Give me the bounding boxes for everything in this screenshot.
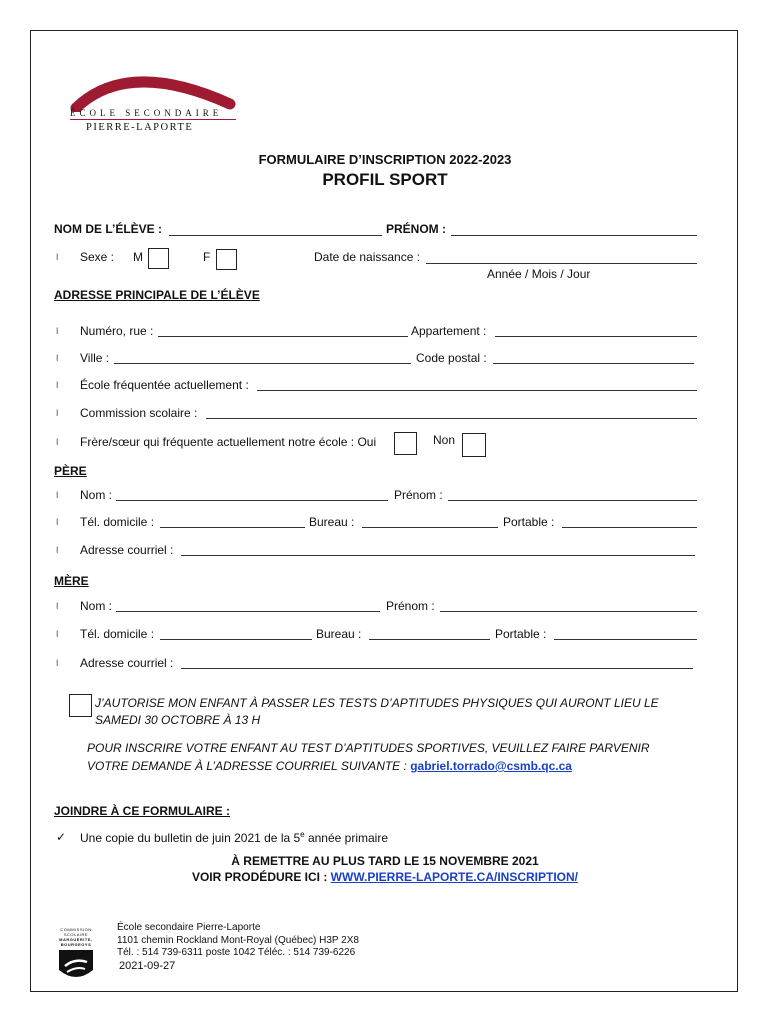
school-board-label: Commission scolaire : xyxy=(80,406,198,420)
mother-email-label: Adresse courriel : xyxy=(80,656,174,670)
father-firstname-field[interactable] xyxy=(448,500,697,501)
birthdate-hint: Année / Mois / Jour xyxy=(487,267,591,281)
mother-section-title: MÈRE xyxy=(54,574,89,588)
mother-office-field[interactable] xyxy=(369,639,490,640)
father-home-phone-label: Tél. domicile : xyxy=(80,515,155,529)
sibling-no-label: Non xyxy=(433,433,456,447)
birthdate-field[interactable] xyxy=(426,263,697,264)
bullet: ǀ xyxy=(56,326,59,336)
board-logo-text xyxy=(55,927,97,947)
mother-home-phone-field[interactable] xyxy=(160,639,312,640)
school-logo-arc xyxy=(68,66,238,112)
sibling-question: Frère/sœur qui fréquente actuellement notre école : Oui xyxy=(80,435,377,449)
current-school-label: École fréquentée actuellement : xyxy=(80,378,249,392)
student-firstname-label: PRÉNOM : xyxy=(386,222,446,236)
father-firstname-label: Prénom : xyxy=(394,488,443,502)
authorization-checkbox[interactable] xyxy=(69,694,92,717)
board-logo-line-2: SCOLAIRE xyxy=(63,932,89,937)
mother-firstname-label: Prénom : xyxy=(386,599,435,613)
father-email-field[interactable] xyxy=(181,555,695,556)
footer-address: 1101 chemin Rockland Mont-Royal (Québec) H3P 2X8 xyxy=(117,934,359,946)
father-name-field[interactable] xyxy=(116,500,388,501)
authorization-line-1: J’AUTORISE MON ENFANT À PASSER LES TESTS D’APTITUDES PHYSIQUES QUI AURONT LIEU LE xyxy=(95,696,659,710)
mother-mobile-label: Portable : xyxy=(495,627,547,641)
sex-f-label: F xyxy=(203,250,211,264)
apartment-field[interactable] xyxy=(495,336,697,337)
city-field[interactable] xyxy=(114,363,411,364)
sex-label: Sexe : xyxy=(80,250,115,264)
mother-home-phone-label: Tél. domicile : xyxy=(80,627,155,641)
bullet: ǀ xyxy=(56,437,59,447)
bullet: ǀ xyxy=(56,408,59,418)
father-email-label: Adresse courriel : xyxy=(80,543,174,557)
board-logo-line-1: COMMISSION xyxy=(60,927,92,932)
attachment-item-text: Une copie du bulletin de juin 2021 de la 5 xyxy=(80,831,301,845)
student-firstname-field[interactable] xyxy=(451,235,697,236)
mother-email-field[interactable] xyxy=(181,668,693,669)
father-mobile-label: Portable : xyxy=(503,515,555,529)
sex-f-checkbox[interactable] xyxy=(216,249,237,270)
footer-contact xyxy=(117,922,359,960)
street-label: Numéro, rue : xyxy=(80,324,154,338)
instructions-line-2-wrap xyxy=(87,759,572,773)
bullet: ǀ xyxy=(56,353,59,363)
sibling-no-checkbox[interactable] xyxy=(462,433,486,457)
procedure-label: VOIR PRODÉDURE ICI : xyxy=(191,870,328,884)
student-name-label: NOM DE L’ÉLÈVE : xyxy=(54,222,163,236)
attachment-item-text-end: année primaire xyxy=(304,831,389,845)
sex-m-label: M xyxy=(133,250,143,264)
board-logo-icon xyxy=(57,948,95,982)
check-mark-icon: ✓ xyxy=(56,830,67,844)
mother-office-label: Bureau : xyxy=(316,627,362,641)
father-home-phone-field[interactable] xyxy=(160,527,305,528)
sibling-yes-checkbox[interactable] xyxy=(394,432,417,455)
bullet: ǀ xyxy=(56,380,59,390)
deadline-line-1: À REMETTRE AU PLUS TARD LE 15 NOVEMBRE 2021 xyxy=(231,854,539,868)
school-board-field[interactable] xyxy=(206,418,697,419)
mother-name-label: Nom : xyxy=(80,599,113,613)
city-label: Ville : xyxy=(80,351,110,365)
sex-m-checkbox[interactable] xyxy=(148,248,169,269)
student-name-field[interactable] xyxy=(169,235,382,236)
mother-mobile-field[interactable] xyxy=(554,639,697,640)
father-mobile-field[interactable] xyxy=(562,527,697,528)
current-school-field[interactable] xyxy=(257,390,697,391)
bullet: ǀ xyxy=(56,517,59,527)
birthdate-label: Date de naissance : xyxy=(314,250,421,264)
bullet: ǀ xyxy=(56,490,59,500)
form-subtitle: PROFIL SPORT xyxy=(322,170,448,189)
deadline-line-2 xyxy=(0,870,770,884)
logo-line-1: ÉCOLE SECONDAIRE xyxy=(70,108,223,118)
bullet: ǀ xyxy=(56,629,59,639)
mother-firstname-field[interactable] xyxy=(440,611,697,612)
bullet: ǀ xyxy=(56,252,59,262)
logo-line-2: PIERRE-LAPORTE xyxy=(86,122,194,133)
address-section-title: ADRESSE PRINCIPALE DE L’ÉLÈVE xyxy=(54,288,260,302)
board-logo-line-4: BOURGEOYS xyxy=(60,942,92,947)
instructions-line-2: VOTRE DEMANDE À L’ADRESSE COURRIEL SUIVANTE : xyxy=(87,759,407,773)
instructions-line-1: POUR INSCRIRE VOTRE ENFANT AU TEST D’APTITUDES SPORTIVES, VEUILLEZ FAIRE PARVENIR xyxy=(87,741,650,755)
instructions-email-link[interactable]: gabriel.torrado@csmb.qc.ca xyxy=(410,759,572,773)
logo-divider xyxy=(70,119,236,120)
father-office-field[interactable] xyxy=(362,527,498,528)
procedure-link[interactable]: WWW.PIERRE-LAPORTE.CA/INSCRIPTION/ xyxy=(330,870,579,884)
footer-phone: Tél. : 514 739-6311 poste 1042 Téléc. : 514 739-6226 xyxy=(117,947,356,958)
father-office-label: Bureau : xyxy=(309,515,355,529)
bullet: ǀ xyxy=(56,545,59,555)
mother-name-field[interactable] xyxy=(116,611,380,612)
street-field[interactable] xyxy=(158,336,408,337)
form-title: FORMULAIRE D’INSCRIPTION 2022-2023 xyxy=(258,152,512,167)
attachments-section-title: JOINDRE À CE FORMULAIRE : xyxy=(54,804,231,818)
board-logo-line-3: MARGUERITE- xyxy=(59,937,93,942)
father-name-label: Nom : xyxy=(80,488,113,502)
footer-school-name: École secondaire Pierre-Laporte xyxy=(117,922,261,933)
attachment-item xyxy=(80,830,388,845)
footer-date: 2021-09-27 xyxy=(119,960,176,972)
bullet: ǀ xyxy=(56,601,59,611)
attachment-item-superscript: e xyxy=(300,830,305,839)
apartment-label: Appartement : xyxy=(411,324,487,338)
postal-code-label: Code postal : xyxy=(416,351,487,365)
authorization-line-2: SAMEDI 30 OCTOBRE À 13 H xyxy=(95,713,261,727)
postal-code-field[interactable] xyxy=(493,363,694,364)
father-section-title: PÈRE xyxy=(54,464,87,478)
bullet: ǀ xyxy=(56,658,59,668)
